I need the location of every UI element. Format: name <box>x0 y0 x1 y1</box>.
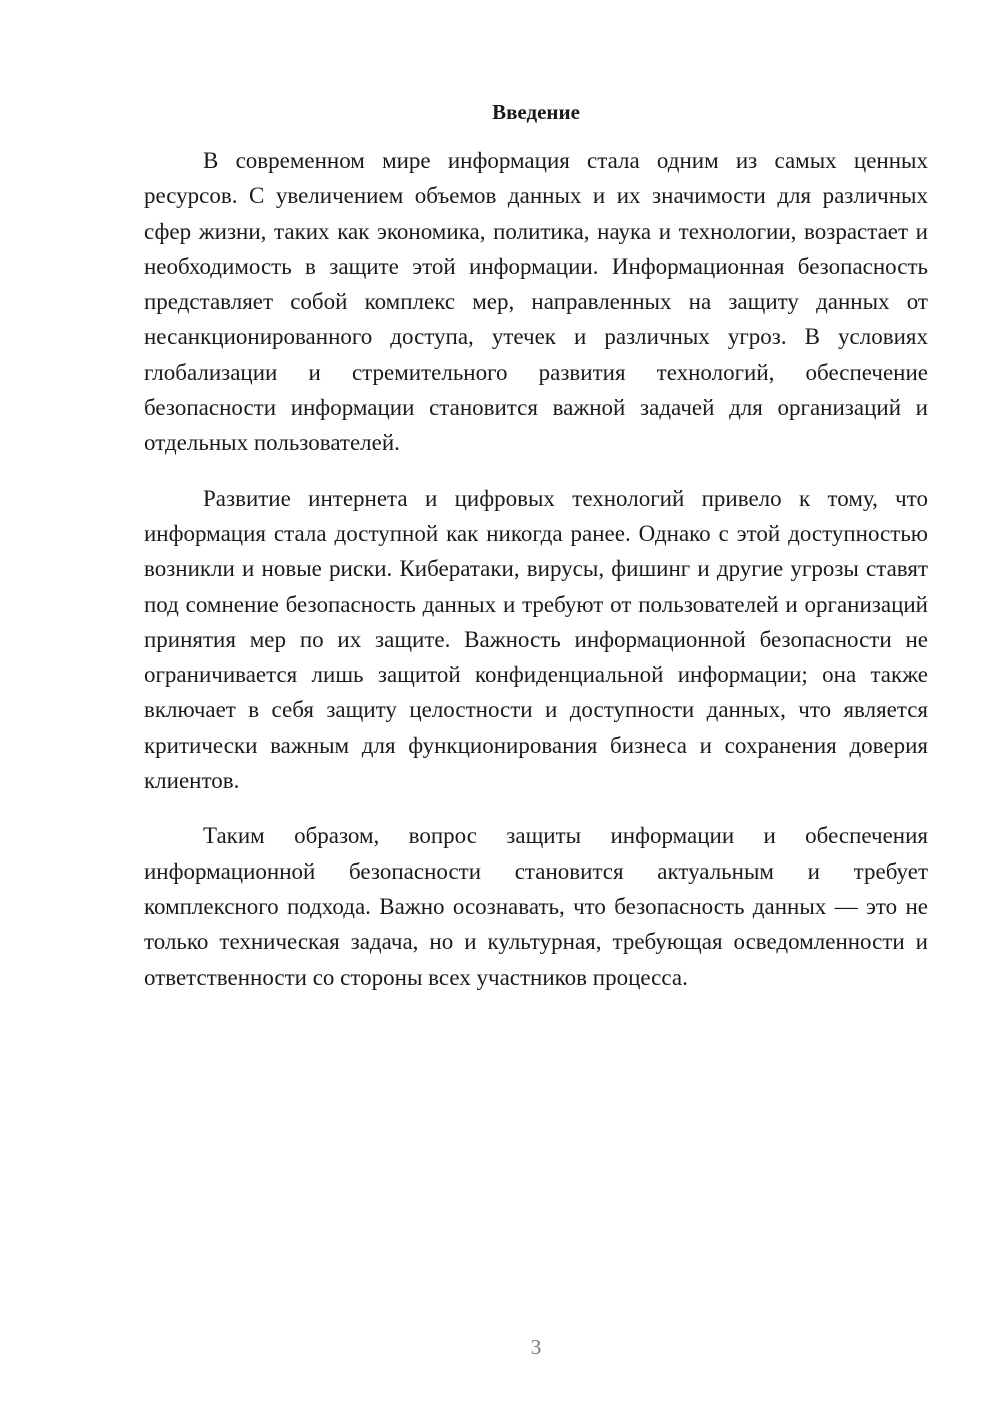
page-number: 3 <box>530 1335 542 1359</box>
page-title: Введение <box>492 100 580 124</box>
paragraph-3: Таким образом, вопрос защиты информации и обеспечения информационной безопасности становится актуальным и требует комплексного подхода. Важно осознавать, что безопасность данных — это не только техническая задача, но и культурная, требующая осведомленности и ответственности со стороны всех участников процесса. <box>144 823 928 990</box>
paragraph-1: В современном мире информация стала одним из самых ценных ресурсов. С увеличением объемов данных и их значимости для различных сфер жизни, таких как экономика, политика, наука и технологии, возрастает и необходимость в защите этой информации. Информационная безопасность представляет собой комплекс мер, направленных на защиту данных от несанкционированного доступа, утечек и различных угроз. В условиях глобализации и стремительного развития технологий, обеспечение безопасности информации становится важной задачей для организаций и отдельных пользователей. <box>144 148 928 456</box>
paragraph-2: Развитие интернета и цифровых технологий привело к тому, что информация стала доступной как никогда ранее. Однако с этой доступностью возникли и новые риски. Кибератаки, вирусы, фишинг и другие угрозы ставят под сомнение безопасность данных и требуют от пользователей и организаций принятия мер по их защите. Важность информационной безопасности не ограничивается лишь защитой конфиденциальной информации; она также включает в себя защиту целостности и доступности данных, что является критически важным для функционирования бизнеса и сохранения доверия клиентов. <box>144 485 928 794</box>
body-text <box>144 143 928 1015</box>
